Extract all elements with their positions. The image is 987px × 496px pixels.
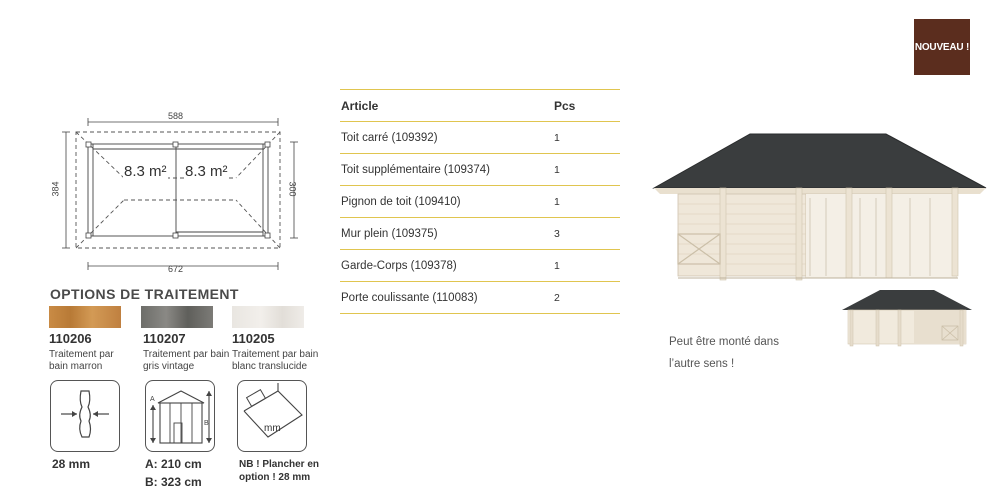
swatch-white: [232, 306, 304, 328]
article-name: Mur plein (109375): [340, 218, 553, 250]
table-row: [340, 282, 620, 314]
article-pcs: 1: [553, 186, 620, 218]
article-pcs: 2: [553, 282, 620, 314]
article-name: Toit carré (109392): [340, 122, 553, 154]
options-title: OPTIONS DE TRAITEMENT: [50, 286, 239, 302]
svg-text:A: A: [150, 396, 155, 403]
option-code-1: 110206: [49, 331, 92, 346]
swatch-brown: [49, 306, 121, 328]
floor-note-line-2: option ! 28 mm: [239, 472, 311, 483]
header-pcs: Pcs: [553, 90, 620, 122]
article-name: Porte coulissante (110083): [340, 282, 553, 314]
option-desc-2: Traitement par bain gris vintage: [143, 349, 230, 372]
article-table: [340, 89, 620, 314]
floor-note-line-1: NB ! Plancher en: [239, 459, 320, 470]
table-row: [340, 122, 620, 154]
table-row: [340, 186, 620, 218]
caption-line-1: Peut être monté dans: [669, 336, 779, 348]
article-name: Toit supplémentaire (109374): [340, 154, 553, 186]
plan-height-left: 384: [50, 181, 61, 197]
svg-text:B: B: [204, 420, 209, 427]
pavilion-image: [650, 130, 987, 290]
plan-width-top: 588: [168, 111, 184, 121]
option-code-3: 110205: [232, 331, 275, 346]
article-name: Garde-Corps (109378): [340, 250, 553, 282]
floor-note: [239, 458, 319, 484]
floor-icon-label: mm: [264, 423, 281, 434]
header-article: Article: [340, 90, 553, 122]
height-b-value: B: 323 cm: [145, 475, 202, 489]
article-pcs: 1: [553, 250, 620, 282]
article-pcs: 3: [553, 218, 620, 250]
table-header-row: [340, 90, 620, 122]
area-right: 8.3 m²: [185, 163, 228, 180]
table-row: [340, 250, 620, 282]
wall-thickness-icon: [50, 380, 120, 452]
table-row: [340, 154, 620, 186]
option-desc-1: Traitement par bain marron: [49, 349, 114, 372]
floor-plan: [50, 108, 310, 278]
area-left: 8.3 m²: [124, 163, 167, 180]
pavilion-mirrored-image: [840, 288, 974, 350]
plan-height-right: 300: [287, 181, 298, 197]
article-name: Pignon de toit (109410): [340, 186, 553, 218]
floor-icon: [237, 380, 307, 452]
option-desc-3: Traitement par bain blanc translucide: [232, 349, 319, 372]
option-code-2: 110207: [143, 331, 186, 346]
swatch-grey: [141, 306, 213, 328]
floor-plan-drawing: [50, 108, 310, 278]
height-a-value: A: 210 cm: [145, 457, 202, 471]
caption-line-2: l’autre sens !: [669, 358, 735, 370]
article-pcs: 1: [553, 122, 620, 154]
plan-width-bottom: 672: [168, 264, 184, 274]
wall-thickness-value: 28 mm: [52, 457, 91, 471]
table-row: [340, 218, 620, 250]
new-badge: NOUVEAU !: [914, 19, 970, 75]
height-diagram-icon: [145, 380, 215, 452]
mirror-caption: [669, 331, 819, 375]
article-pcs: 1: [553, 154, 620, 186]
